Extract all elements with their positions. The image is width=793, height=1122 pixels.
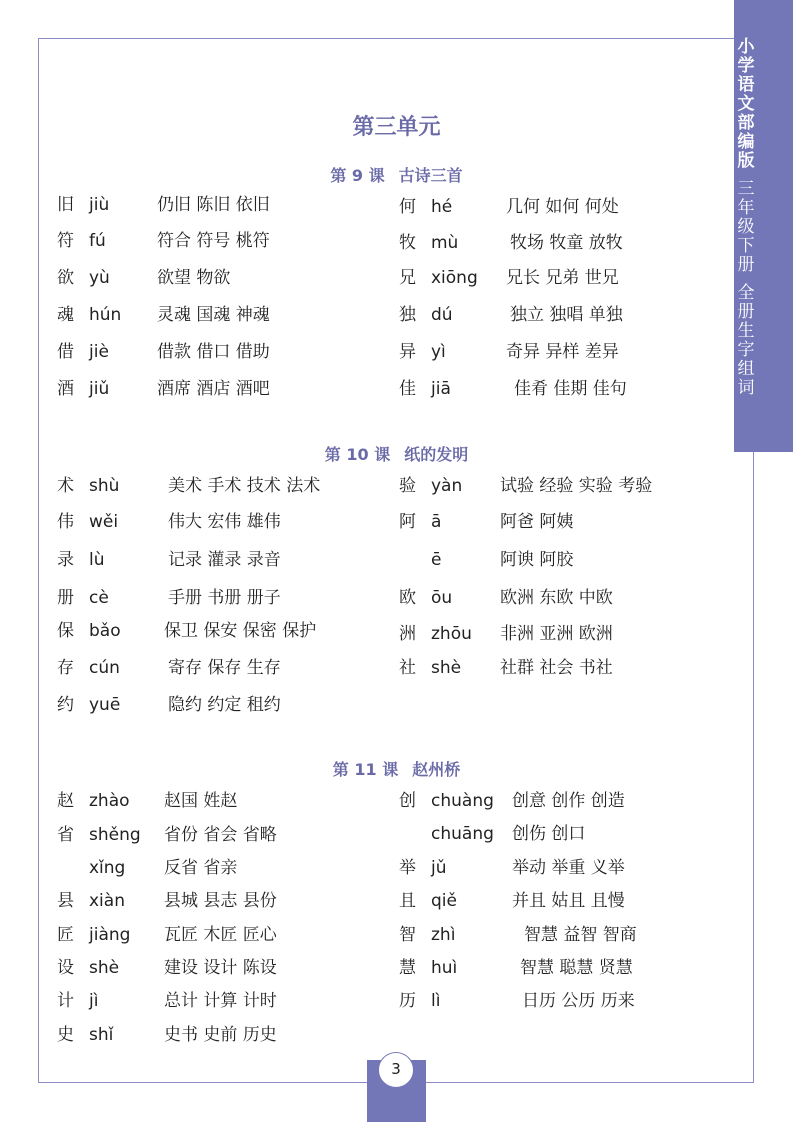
- pinyin: jiàng: [89, 925, 131, 945]
- lesson-header: [0, 757, 793, 780]
- hanzi-char: 异: [399, 342, 416, 362]
- example-words: 几何 如何 何处: [506, 197, 619, 217]
- pinyin: huì: [431, 958, 458, 978]
- example-words: 独立 独唱 单独: [510, 305, 623, 325]
- pinyin: jiè: [89, 342, 109, 362]
- example-words: 创伤 创口: [512, 824, 586, 844]
- pinyin: hún: [89, 305, 122, 325]
- hanzi-char: 兄: [399, 268, 416, 288]
- example-words: 反省 省亲: [164, 858, 238, 878]
- pinyin: zhào: [89, 791, 130, 811]
- example-words: 创意 创作 创造: [512, 791, 625, 811]
- example-words: 记录 灌录 录音: [168, 550, 281, 570]
- example-words: 手册 书册 册子: [168, 588, 281, 608]
- example-words: 寄存 保存 生存: [168, 658, 281, 678]
- pinyin: shè: [89, 958, 120, 978]
- example-words: 并且 姑且 且慢: [512, 891, 625, 911]
- side-label-char: 组: [737, 359, 755, 379]
- hanzi-char: 牧: [399, 233, 416, 253]
- example-words: 赵国 姓赵: [164, 791, 238, 811]
- hanzi-char: 历: [399, 991, 416, 1011]
- side-label-char: 年: [737, 198, 755, 218]
- side-label-char: 部: [737, 113, 755, 133]
- hanzi-char: 智: [399, 925, 416, 945]
- pinyin: qiě: [431, 891, 457, 911]
- example-words: 酒席 酒店 酒吧: [157, 379, 270, 399]
- example-words: 举动 举重 义举: [512, 858, 625, 878]
- side-label-char: 文: [737, 94, 755, 114]
- hanzi-char: 酒: [57, 379, 74, 399]
- side-label-char: 编: [737, 132, 755, 152]
- side-label-char: 版: [737, 151, 755, 171]
- example-words: 智慧 聪慧 贤慧: [520, 958, 633, 978]
- hanzi-char: 设: [57, 958, 74, 978]
- lesson-number: 第 9 课: [330, 166, 385, 185]
- hanzi-char: 创: [399, 791, 416, 811]
- side-label-char: 册: [737, 255, 755, 275]
- example-words: 符合 符号 桃符: [157, 231, 270, 251]
- side-label-char: 字: [737, 340, 755, 360]
- lesson-title: 纸的发明: [404, 445, 469, 464]
- pinyin: jǔ: [431, 858, 447, 878]
- example-words: 社群 社会 书社: [500, 658, 613, 678]
- pinyin: yì: [431, 342, 446, 362]
- hanzi-char: 术: [57, 476, 74, 496]
- pinyin: ē: [431, 550, 442, 570]
- side-label-char: 语: [737, 75, 755, 95]
- example-words: 县城 县志 县份: [164, 891, 277, 911]
- example-words: 借款 借口 借助: [157, 342, 270, 362]
- side-label-char: 下: [737, 236, 755, 256]
- lesson-number: 第 11 课: [332, 760, 399, 779]
- side-tab: [734, 0, 793, 452]
- pinyin: shǐ: [89, 1025, 114, 1045]
- pinyin: xiōng: [431, 268, 478, 288]
- pinyin: ā: [431, 512, 442, 532]
- example-words: 佳肴 佳期 佳句: [514, 379, 627, 399]
- example-words: 日历 公历 历来: [522, 991, 635, 1011]
- hanzi-char: 验: [399, 476, 416, 496]
- pinyin: fú: [89, 231, 106, 251]
- example-words: 总计 计算 计时: [164, 991, 277, 1011]
- example-words: 隐约 约定 租约: [168, 695, 281, 715]
- pinyin: chuàng: [431, 791, 494, 811]
- example-words: 非洲 亚洲 欧洲: [500, 624, 613, 644]
- pinyin: jì: [89, 991, 99, 1011]
- page-number: 3: [378, 1052, 414, 1088]
- hanzi-char: 计: [57, 991, 74, 1011]
- lesson-number: 第 10 课: [324, 445, 391, 464]
- lesson-header: [0, 163, 793, 186]
- example-words: 保卫 保安 保密 保护: [164, 621, 317, 641]
- hanzi-char: 洲: [399, 624, 416, 644]
- pinyin: ōu: [431, 588, 453, 608]
- example-words: 省份 省会 省略: [164, 825, 277, 845]
- hanzi-char: 借: [57, 342, 74, 362]
- side-label-char: 全: [737, 283, 755, 303]
- hanzi-char: 赵: [57, 791, 74, 811]
- example-words: 奇异 异样 差异: [506, 342, 619, 362]
- hanzi-char: 欧: [399, 588, 416, 608]
- lesson-title: 古诗三首: [398, 166, 463, 185]
- pinyin: wěi: [89, 512, 119, 532]
- pinyin: yàn: [431, 476, 463, 496]
- pinyin: dú: [431, 305, 453, 325]
- pinyin: jiǔ: [89, 379, 110, 399]
- hanzi-char: 且: [399, 891, 416, 911]
- example-words: 史书 史前 历史: [164, 1025, 277, 1045]
- hanzi-char: 社: [399, 658, 416, 678]
- example-words: 欧洲 东欧 中欧: [500, 588, 613, 608]
- hanzi-char: 举: [399, 858, 416, 878]
- lesson-header: [0, 442, 793, 465]
- example-words: 建设 设计 陈设: [164, 958, 277, 978]
- pinyin: lì: [431, 991, 441, 1011]
- example-words: 试验 经验 实验 考验: [500, 476, 653, 496]
- lesson-title: 赵州桥: [412, 760, 461, 779]
- hanzi-char: 约: [57, 695, 74, 715]
- pinyin: yuē: [89, 695, 121, 715]
- hanzi-char: 独: [399, 305, 416, 325]
- side-label-char: 级: [737, 217, 755, 237]
- hanzi-char: 慧: [399, 958, 416, 978]
- pinyin: jiù: [89, 195, 110, 215]
- hanzi-char: 符: [57, 231, 74, 251]
- unit-title: 第三单元: [352, 115, 441, 140]
- pinyin: bǎo: [89, 621, 121, 641]
- pinyin: lù: [89, 550, 105, 570]
- pinyin: cè: [89, 588, 109, 608]
- example-words: 阿谀 阿胶: [500, 550, 574, 570]
- hanzi-char: 存: [57, 658, 74, 678]
- pinyin: xǐng: [89, 858, 126, 878]
- example-words: 欲望 物欲: [157, 268, 231, 288]
- hanzi-char: 魂: [57, 305, 74, 325]
- example-words: 伟大 宏伟 雄伟: [168, 512, 281, 532]
- pinyin: yù: [89, 268, 110, 288]
- example-words: 阿爸 阿姨: [500, 512, 574, 532]
- side-tab-label: [734, 38, 758, 398]
- side-label-char: 册: [737, 302, 755, 322]
- example-words: 牧场 牧童 放牧: [510, 233, 623, 253]
- pinyin: shù: [89, 476, 120, 496]
- hanzi-char: 欲: [57, 268, 74, 288]
- hanzi-char: 县: [57, 891, 74, 911]
- hanzi-char: 匠: [57, 925, 74, 945]
- hanzi-char: 保: [57, 621, 74, 641]
- hanzi-char: 史: [57, 1025, 74, 1045]
- side-label-char: 三: [737, 179, 755, 199]
- hanzi-char: 录: [57, 550, 74, 570]
- pinyin: xiàn: [89, 891, 125, 911]
- example-words: 兄长 兄弟 世兄: [506, 268, 619, 288]
- hanzi-char: 册: [57, 588, 74, 608]
- hanzi-char: 何: [399, 197, 416, 217]
- hanzi-char: 阿: [399, 512, 416, 532]
- side-label-char: 词: [737, 378, 755, 398]
- hanzi-char: 佳: [399, 379, 416, 399]
- pinyin: chuāng: [431, 824, 494, 844]
- example-words: 仍旧 陈旧 依旧: [157, 195, 270, 215]
- side-label-char: 小: [737, 37, 755, 57]
- side-label-char: 学: [737, 56, 755, 76]
- pinyin: zhì: [431, 925, 456, 945]
- pinyin: cún: [89, 658, 120, 678]
- example-words: 智慧 益智 智商: [524, 925, 637, 945]
- hanzi-char: 旧: [57, 195, 74, 215]
- example-words: 灵魂 国魂 神魂: [157, 305, 270, 325]
- example-words: 美术 手术 技术 法术: [168, 476, 321, 496]
- example-words: 瓦匠 木匠 匠心: [164, 925, 277, 945]
- pinyin: shè: [431, 658, 462, 678]
- pinyin: zhōu: [431, 624, 472, 644]
- side-label-char: 生: [737, 321, 755, 341]
- pinyin: jiā: [431, 379, 451, 399]
- page-frame: [38, 38, 754, 1083]
- pinyin: mù: [431, 233, 459, 253]
- hanzi-char: 省: [57, 825, 74, 845]
- pinyin: hé: [431, 197, 453, 217]
- hanzi-char: 伟: [57, 512, 74, 532]
- pinyin: shěng: [89, 825, 141, 845]
